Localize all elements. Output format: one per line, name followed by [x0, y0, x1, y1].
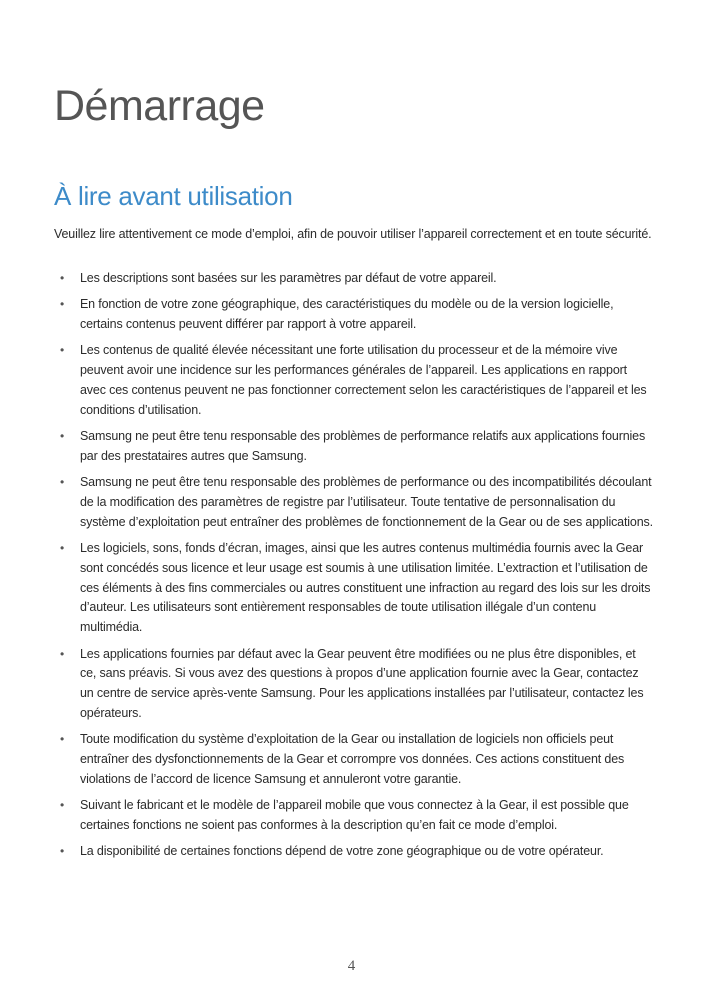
list-item [54, 295, 654, 335]
bullet-icon: • [60, 646, 65, 661]
bullet-icon: • [60, 844, 65, 859]
list-item [54, 427, 654, 467]
list-item-text: Samsung ne peut être tenu responsable des problèmes de performance relatifs aux applications fournies par des prestataires autres que Samsung. [80, 429, 646, 463]
bullet-list [54, 269, 654, 869]
list-item-text: Les contenus de qualité élevée nécessitant une forte utilisation du processeur et de la mémoire vive peuvent avoir une incidence sur les performances générales de l’appareil. Les applications en rapport avec ces contenus peuvent ne pas fonctionner correctement selon les caractéristiques de l’appareil et les conditions d’utilisation. [80, 343, 647, 417]
page-number: 4 [347, 958, 356, 974]
list-item-text: Toute modification du système d’exploitation de la Gear ou installation de logiciels non officiels peut entraîner des dysfonctionnements de la Gear et corrompre vos données. Ces actions constituent des violations de l’accord de licence Samsung et annuleront votre garantie. [80, 732, 625, 786]
intro-paragraph: Veuillez lire attentivement ce mode d’emploi, afin de pouvoir utiliser l’appareil correctement et en toute sécurité. [54, 227, 652, 241]
bullet-icon: • [60, 732, 65, 747]
list-item [54, 796, 654, 836]
list-item-text: Samsung ne peut être tenu responsable des problèmes de performance ou des incompatibilités découlant de la modification des paramètres de registre par l’utilisateur. Toute tentative de personnalisation du système d’exploitation peut entraîner des problèmes de fonctionnement de la Gear ou de ses applications. [80, 475, 653, 529]
bullet-icon: • [60, 475, 65, 490]
list-item-text: La disponibilité de certaines fonctions dépend de votre zone géographique ou de votre opérateur. [80, 844, 604, 859]
list-item [54, 539, 654, 638]
list-item [54, 730, 654, 789]
list-item-text: En fonction de votre zone géographique, des caractéristiques du modèle ou de la version logicielle, certains contenus peuvent différer par rapport à votre appareil. [80, 297, 614, 332]
bullet-icon: • [60, 429, 65, 444]
section-title: À lire avant utilisation [54, 181, 293, 211]
list-item [54, 473, 654, 532]
list-item-text: Les descriptions sont basées sur les paramètres par défaut de votre appareil. [80, 271, 497, 285]
bullet-icon: • [60, 271, 65, 285]
list-item-text: Les applications fournies par défaut avec la Gear peuvent être modifiées ou ne plus être disponibles, et ce, sans préavis. Si vous avez des questions à propos d’une application fournie avec la Gear, contactez un centre de service après-vente Samsung. Pour les applications installées par l’utilisateur, contactez les opérateurs. [80, 646, 644, 720]
list-item [54, 645, 654, 724]
list-item-text: Les logiciels, sons, fonds d’écran, images, ainsi que les autres contenus multimédia fournis avec la Gear sont concédés sous licence et leur usage est soumis à une utilisation limitée. L’extraction et l’utilisation de ces éléments à des fins commerciales ou autres constituent une infraction au regard des lois sur les droits d’auteur. Les utilisateurs sont entièrement responsables de toute utilisation illégale d’un contenu multimédia. [80, 541, 651, 635]
list-item [54, 842, 654, 862]
bullet-icon: • [60, 798, 65, 813]
chapter-title: Démarrage [54, 82, 265, 130]
list-item [54, 269, 654, 289]
bullet-icon: • [60, 343, 65, 358]
bullet-icon: • [60, 297, 65, 312]
bullet-icon: • [60, 541, 65, 556]
list-item [54, 341, 654, 420]
list-item-text: Suivant le fabricant et le modèle de l’appareil mobile que vous connectez à la Gear, il est possible que certaines fonctions ne soient pas conformes à la description qu’en fait ce mode d’emploi. [80, 798, 629, 832]
